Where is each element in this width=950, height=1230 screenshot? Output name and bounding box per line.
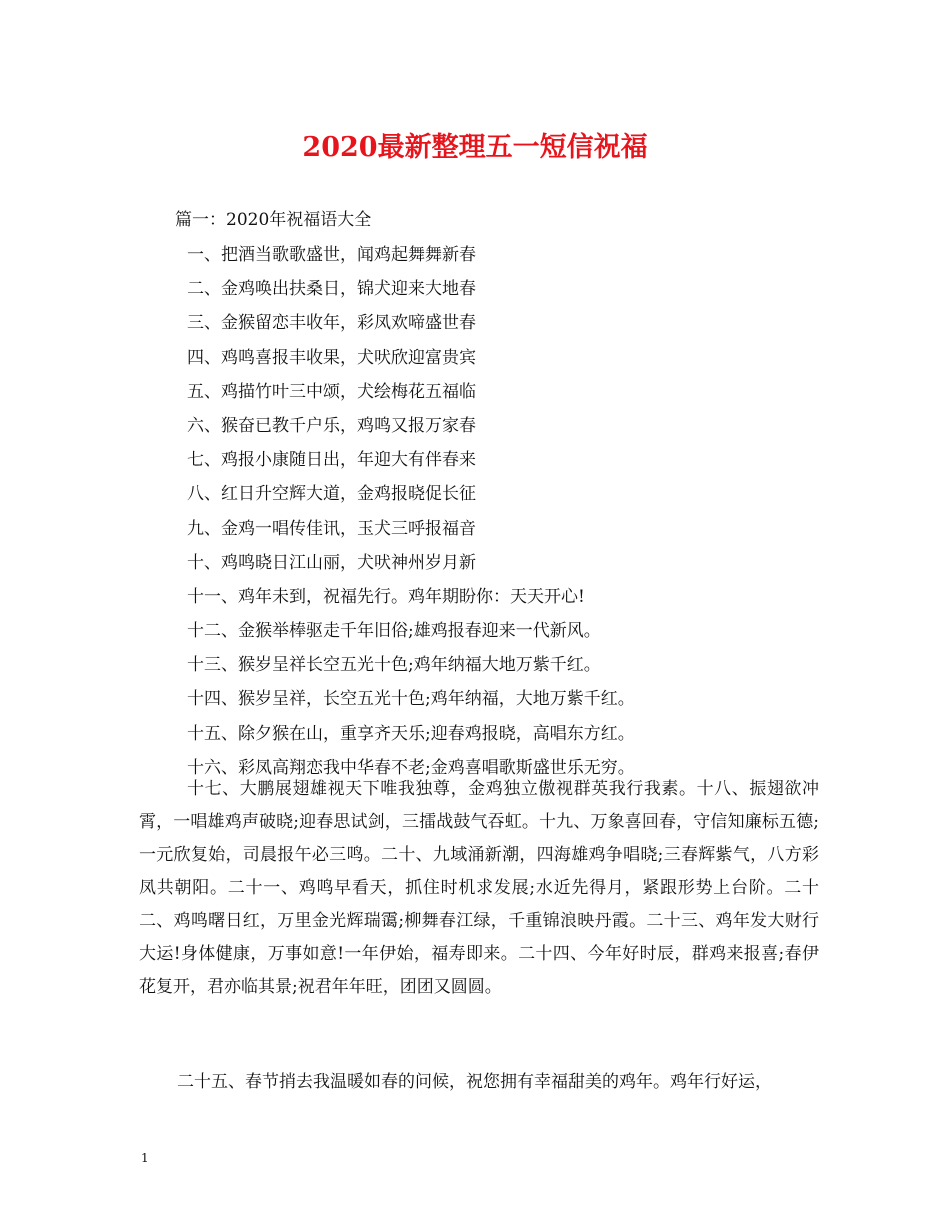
list-item: 十四、猴岁呈祥，长空五光十色;鸡年纳福，大地万紫千红。 [187,689,635,710]
page-title: 2020最新整理五一短信祝福 [302,132,648,163]
list-item: 十三、猴岁呈祥长空五光十色;鸡年纳福大地万紫千红。 [187,655,601,676]
list-item: 十二、金猴举棒驱走千年旧俗;雄鸡报春迎来一代新风。 [187,621,601,642]
list-item: 六、猴奋已教千户乐，鸡鸣又报万家春 [187,415,476,436]
greeting-list [187,238,635,785]
list-item: 八、红日升空辉大道，金鸡报晓促长征 [187,484,476,505]
list-item: 一、把酒当歌歌盛世，闻鸡起舞舞新春 [187,245,476,265]
list-item: 十六、彩凤高翔恋我中华春不老;金鸡喜唱歌斯盛世乐无穷。 [187,757,635,778]
section-heading: 篇一：2020年祝福语大全 [175,210,372,230]
list-item: 九、金鸡一唱传佳讯，玉犬三呼报福音 [187,518,476,539]
list-item: 二、金鸡唤出扶桑日，锦犬迎来大地春 [187,279,476,300]
list-item: 十五、除夕猴在山，重享齐天乐;迎春鸡报晓，高唱东方红。 [187,723,635,744]
list-item: 七、鸡报小康随日出，年迎大有伴春来 [187,450,476,471]
page-number: 1 [141,1151,149,1165]
list-item: 四、鸡鸣喜报丰收果，犬吠欣迎富贵宾 [187,347,476,368]
list-item: 五、鸡描竹叶三中颂，犬绘梅花五福临 [187,381,476,402]
body-paragraph: 十七、大鹏展翅雄视天下唯我独尊，金鸡独立傲视群英我行我素。十八、振翅欲冲霄，一唱雄鸡声破晓;迎春思试剑，三擂战鼓气吞虹。十九、万象喜回春，守信知廉标五德;一元欣复始，司晨报午必三鸣。二十、九域涌新潮，四海雄鸡争唱晓;三春辉紫气，八方彩凤共朝阳。二十一、鸡鸣早看天，抓住时机求发展;水近先得月，紧跟形势上台阶。二十二、鸡鸣曙日红，万里金光辉瑞霭;柳舞春江绿，千重锦浪映丹霞。二十三、鸡年发大财行大运!身体健康，万事如意!一年伊始，福寿即来。二十四、今年好时辰，群鸡来报喜;春伊花复开，君亦临其景;祝君年年旺，团团又圆圆。 [139,779,819,997]
list-item: 十、鸡鸣晓日江山丽，犬吠神州岁月新 [187,552,476,573]
body-paragraph-continued: 二十五、春节捎去我温暖如春的问候，祝您拥有幸福甜美的鸡年。鸡年行好运， [177,1072,772,1092]
list-item: 三、金猴留恋丰收年，彩凤欢啼盛世春 [187,313,476,334]
list-item: 十一、鸡年未到，祝福先行。鸡年期盼你：天天开心! [187,586,585,607]
